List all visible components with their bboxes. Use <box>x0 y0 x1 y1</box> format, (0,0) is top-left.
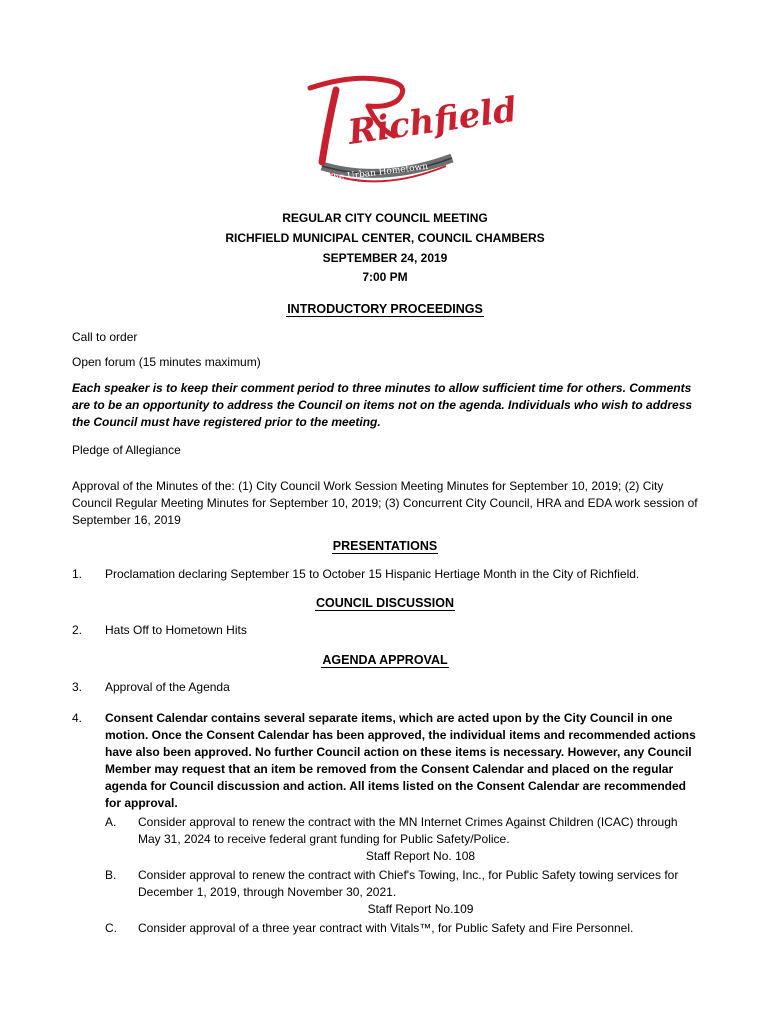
staff-report: Staff Report No.109 <box>367 902 474 916</box>
meeting-date: SEPTEMBER 24, 2019 <box>322 251 448 265</box>
subitem-letter: C. <box>105 921 117 935</box>
item-number: 4. <box>72 711 83 725</box>
item-number: 2. <box>72 623 83 637</box>
minutes-approval: Approval of the Minutes of the: (1) City Council Work Session Meeting Minutes for September 10, 2019; (2) City Council Regular Meeting Minutes for September 10, 2019; (3) Concurrent City Council, HRA and EDA work session of September 16, 2019 <box>72 479 698 527</box>
section-presentations: PRESENTATIONS <box>332 539 438 553</box>
section-introductory-proceedings: INTRODUCTORY PROCEEDINGS <box>287 302 483 316</box>
meeting-time: 7:00 PM <box>362 270 408 284</box>
subitem-letter: A. <box>105 815 117 829</box>
meeting-location: RICHFIELD MUNICIPAL CENTER, COUNCIL CHAMBERS <box>225 231 545 245</box>
call-to-order: Call to order <box>72 330 138 344</box>
pledge-of-allegiance: Pledge of Allegiance <box>72 443 181 457</box>
consent-calendar-item: Consent Calendar contains several separate items, which are acted upon by the City Council in one motion. Once the Consent Calendar has been approved, the individual items and recommended actions have also been approved. No further Council action on these items is necessary. However, any Council Member may request that an item be removed from the Consent Calendar and placed on the regular agenda for Council discussion and action. All items listed on the Consent Calendar are recommended for approval. <box>105 711 696 810</box>
logo-wordmark: Richfield <box>345 89 520 153</box>
consent-subitem: Consider approval of a three year contract with Vitals™, for Public Safety and Fire Personnel. <box>138 921 634 935</box>
subitem-letter: B. <box>105 868 117 882</box>
section-agenda-approval: AGENDA APPROVAL <box>322 653 448 667</box>
consent-subitem: Consider approval to renew the contract with Chief's Towing, Inc., for Public Safety towing services for December 1, 2019, through November 30, 2021. <box>138 868 679 899</box>
richfield-logo <box>292 66 520 190</box>
item-number: 3. <box>72 680 83 694</box>
meeting-title: REGULAR CITY COUNCIL MEETING <box>282 211 488 225</box>
speaker-note: Each speaker is to keep their comment period to three minutes to allow sufficient time for others. Comments are to be an opportunity to address the Council on items not on the agenda. Individuals who wish to address the Council must have registered prior to the meeting. <box>72 381 693 429</box>
item-number: 1. <box>72 567 83 581</box>
consent-subitem: Consider approval to renew the contract with the MN Internet Crimes Against Children (ICAC) through May 31, 2024 to receive federal grant funding for Public Safety/Police. <box>138 815 678 846</box>
open-forum: Open forum (15 minutes maximum) <box>72 355 261 369</box>
staff-report: Staff Report No. 108 <box>365 849 476 863</box>
presentation-item: Proclamation declaring September 15 to October 15 Hispanic Hertiage Month in the City of Richfield. <box>105 567 640 581</box>
discussion-item: Hats Off to Hometown Hits <box>105 623 247 637</box>
agenda-item: Approval of the Agenda <box>105 680 230 694</box>
section-council-discussion: COUNCIL DISCUSSION <box>316 596 454 610</box>
logo-tagline: The Urban Hometown <box>326 161 429 185</box>
